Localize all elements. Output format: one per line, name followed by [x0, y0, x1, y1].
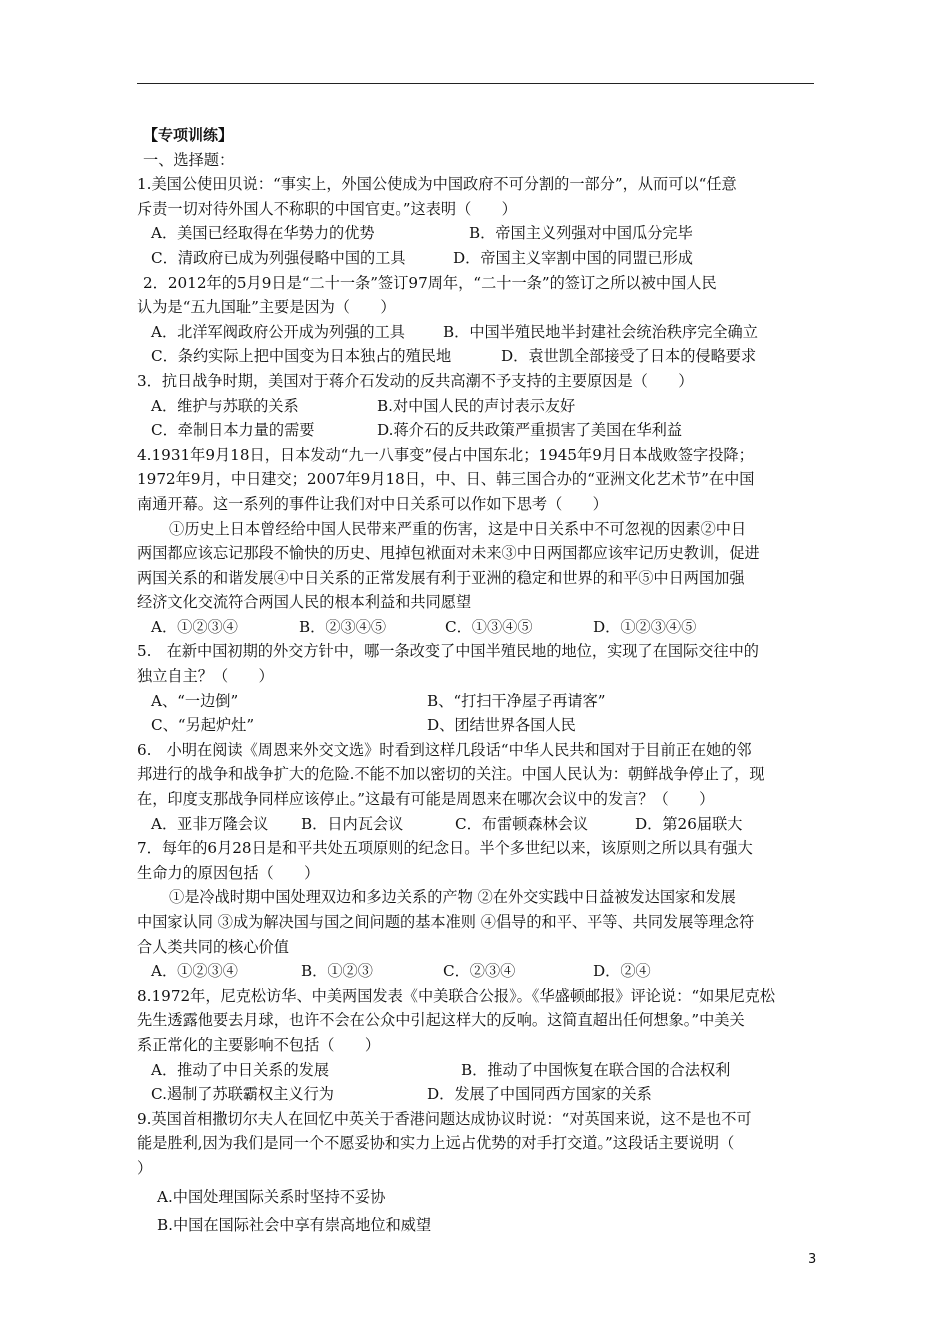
- question-6: [137, 738, 817, 836]
- section-heading: 【专项训练】: [143, 126, 234, 144]
- option-c: C、“另起炉灶”: [151, 716, 255, 735]
- question-2: [137, 271, 817, 369]
- question-stem: 南通开幕。这一系列的事件让我们对中日关系可以作如下思考（ ）: [137, 494, 608, 513]
- question-stem: 9.英国首相撒切尔夫人在回忆中英关于香港问题达成协议时说：“对英国来说，这不是也不可: [137, 1109, 752, 1128]
- statement-list: 两国关系的和谐发展④中日关系的正常发展有利于亚洲的稳定和世界的和平⑤中日两国加强: [137, 568, 745, 587]
- question-stem: 5. 在新中国初期的外交方针中，哪一条改变了中国半殖民地的地位，实现了在国际交往中的: [137, 642, 759, 661]
- option-d: D、团结世界各国人民: [427, 716, 576, 735]
- question-stem: 3．抗日战争时期，美国对于蒋介石发动的反共高潮不予支持的主要原因是（ ）: [137, 371, 694, 390]
- question-stem: 1972年9月，中日建交；2007年9月18日，中、日、韩三国合办的“亚洲文化艺术节”在中国: [137, 470, 755, 489]
- question-7: [137, 836, 817, 984]
- option-c: C．条约实际上把中国变为日本独占的殖民地: [151, 347, 452, 366]
- option-b: B．帝国主义列强对中国瓜分完毕: [469, 224, 693, 243]
- question-stem: 生命力的原因包括（ ）: [137, 863, 320, 882]
- option-d: D．第26届联大: [635, 814, 743, 833]
- question-stem: 独立自主？（ ）: [137, 667, 274, 686]
- option-b: B．推动了中国恢复在联合国的合法权利: [461, 1060, 731, 1079]
- question-stem: 8.1972年，尼克松访华、中美两国发表《中美联合公报》。《华盛顿邮报》评论说：“如果尼克松: [137, 986, 776, 1005]
- option-a: A．亚非万隆会议: [151, 814, 269, 833]
- option-b: B．中国半殖民地半封建社会统治秩序完全确立: [443, 322, 758, 341]
- option-c: C．②③④: [443, 962, 516, 981]
- option-b: B、“打扫干净屋子再请客”: [427, 691, 606, 710]
- question-stem: 系正常化的主要影响不包括（ ）: [137, 1035, 380, 1054]
- option-a: A．美国已经取得在华势力的优势: [151, 224, 375, 243]
- option-c: C.遏制了苏联霸权主义行为: [151, 1085, 334, 1104]
- question-stem: 7．每年的6月28日是和平共处五项原则的纪念日。半个多世纪以来，该原则之所以具有强大: [137, 839, 753, 858]
- question-stem: 邦进行的战争和战争扩大的危险.不能不加以密切的关注。中国人民认为：朝鲜战争停止了，现: [137, 765, 765, 784]
- header-rule: [137, 83, 814, 84]
- question-4: [137, 443, 817, 640]
- question-stem: 4.1931年9月18日，日本发动“九一八事变”侵占中国东北；1945年9月日本战败签字投降；: [137, 445, 754, 464]
- question-stem: 6. 小明在阅读《周恩来外交文选》时看到这样几段话“中华人民共和国对于目前正在她的邻: [137, 740, 752, 759]
- question-9: [137, 1107, 817, 1238]
- option-a: A．①②③④: [151, 962, 238, 981]
- option-d: D．帝国主义宰割中国的同盟已形成: [453, 248, 693, 267]
- question-5: [137, 639, 817, 737]
- question-type: 一、选择题：: [143, 150, 235, 169]
- option-a: A、“一边倒”: [151, 691, 239, 710]
- option-c: C．布雷顿森林会议: [455, 814, 589, 833]
- option-c: C．①③④⑤: [445, 617, 533, 636]
- question-stem: 1.美国公使田贝说：“事实上，外国公使成为中国政府不可分割的一部分”，从而可以“任意: [137, 175, 737, 194]
- option-a: A.中国处理国际关系时坚持不妥协: [157, 1187, 386, 1206]
- option-d: D．发展了中国同西方国家的关系: [427, 1085, 652, 1104]
- option-c: C．清政府已成为列强侵略中国的工具: [151, 248, 406, 267]
- option-a: A．维护与苏联的关系: [151, 396, 299, 415]
- option-b: B.对中国人民的声讨表示友好: [377, 396, 576, 415]
- statement-list: 合人类共同的核心价值: [137, 937, 289, 956]
- question-stem: 斥责一切对待外国人不称职的中国官吏。”这表明（ ）: [137, 199, 517, 218]
- option-d: D．①②③④⑤: [593, 617, 697, 636]
- question-3: [137, 369, 817, 443]
- option-b: B．日内瓦会议: [301, 814, 404, 833]
- option-b: B.中国在国际社会中享有崇高地位和威望: [157, 1216, 432, 1235]
- option-d: D．②④: [593, 962, 651, 981]
- option-b: B．①②③: [301, 962, 373, 981]
- question-stem: ）: [137, 1158, 153, 1177]
- option-d: D.蒋介石的反共政策严重损害了美国在华利益: [377, 421, 683, 440]
- question-stem: 认为是“五九国耻”主要是因为（ ）: [137, 298, 396, 317]
- statement-list: ①是冷战时期中国处理双边和多边关系的产物 ②在外交实践中日益被发达国家和发展: [169, 888, 736, 907]
- statement-list: ①历史上日本曾经给中国人民带来严重的伤害，这是中日关系中不可忽视的因素②中日: [169, 519, 747, 538]
- option-a: A．推动了中日关系的发展: [151, 1060, 330, 1079]
- option-d: D．袁世凯全部接受了日本的侵略要求: [501, 347, 757, 366]
- option-a: A．①②③④: [151, 617, 238, 636]
- question-8: [137, 984, 817, 1107]
- statement-list: 两国都应该忘记那段不愉快的历史、甩掉包袱面对未来③中日两国都应该牢记历史教训，促进: [137, 544, 760, 563]
- question-1: [137, 172, 817, 270]
- option-a: A．北洋军阀政府公开成为列强的工具: [151, 322, 405, 341]
- question-stem: 先生透露他要去月球，也许不会在公众中引起这样大的反响。这简直超出任何想象。”中美关: [137, 1011, 745, 1030]
- statement-list: 经济文化交流符合两国人民的根本利益和共同愿望: [137, 593, 472, 612]
- question-stem: 在，印度支那战争同样应该停止。”这最有可能是周恩来在哪次会议中的发言？（ ）: [137, 790, 715, 809]
- statement-list: 中国家认同 ③成为解决国与国之间问题的基本准则 ④倡导的和平、平等、共同发展等理念符: [137, 913, 755, 931]
- option-b: B．②③④⑤: [299, 617, 387, 636]
- exercise-content: [137, 123, 817, 1238]
- question-stem: 2．2012年的5月9日是“二十一条”签订97周年，“二十一条”的签订之所以被中国人民: [143, 273, 717, 292]
- option-c: C．牵制日本力量的需要: [151, 421, 315, 440]
- page-number: 3: [808, 1252, 817, 1267]
- question-stem: 能是胜利,因为我们是同一个不愿妥协和实力上远占优势的对手打交道。”这段话主要说明（: [137, 1134, 735, 1153]
